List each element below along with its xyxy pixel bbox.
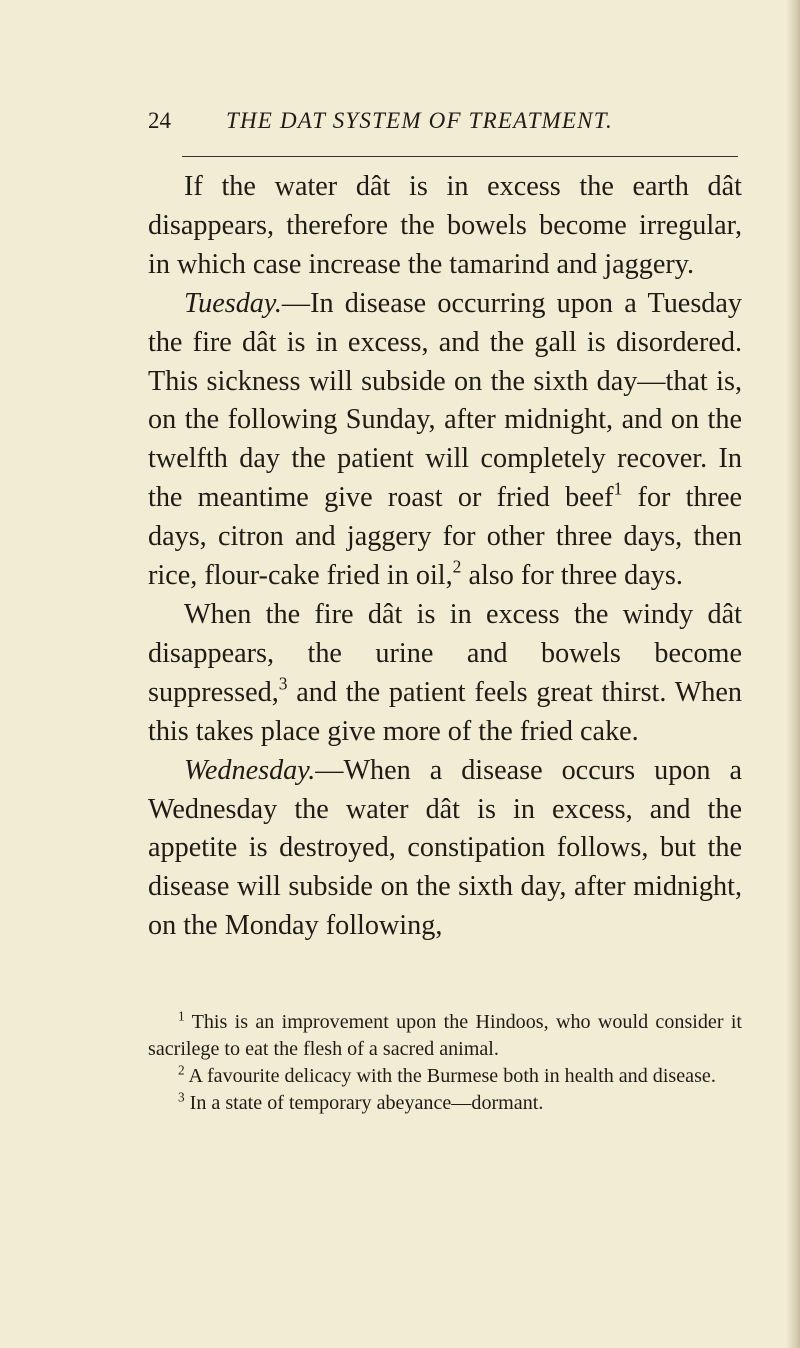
day-heading-tuesday: Tuesday. (184, 287, 282, 319)
footnote-marker: 3 (178, 1089, 185, 1105)
page-number: 24 (148, 108, 171, 133)
footnotes (148, 1009, 742, 1117)
footnote-marker: 1 (178, 1008, 185, 1024)
paragraph-tuesday (148, 285, 742, 596)
paragraph-text: —When a disease occurs upon a Wednesday the water dât is in excess, and the appetite is destroyed, constipation follows, but the disease will subside on the sixth day, after midnight, on the Monday following, (148, 754, 742, 942)
footnote-2 (148, 1063, 742, 1090)
page-header (148, 108, 728, 140)
footnote-ref-3[interactable]: 3 (278, 673, 288, 694)
page-edge-shadow (786, 0, 800, 1348)
day-heading-wednesday: Wednesday. (184, 754, 316, 786)
footnote-text: In a state of temporary abeyance—dormant. (189, 1092, 544, 1114)
header-rule (182, 156, 738, 157)
footnote-text: A favourite delicacy with the Burmese both in health and disease. (188, 1065, 716, 1087)
paragraph-text: —In disease occurring upon a Tuesday the fire dât is in excess, and the gall is disordered. This sickness will subside on the sixth day—that is, on the following Sunday, after midnight, and on the twelfth day the patient will completely recover. In the meantime give roast or fried beef (148, 287, 742, 514)
paragraph-text: When the fire dât is in excess the windy dât disappears, the urine and bowels become suppressed, (148, 598, 742, 708)
footnote-3 (148, 1090, 742, 1117)
footnote-ref-2[interactable]: 2 (452, 556, 462, 577)
running-title: THE DAT SYSTEM OF TREATMENT. (226, 108, 613, 133)
footnote-text: This is an improvement upon the Hindoos, who would consider it sacrilege to eat the flesh of a sacred animal. (148, 1011, 742, 1060)
body-text (148, 168, 742, 946)
paragraph-water-dat (148, 168, 742, 285)
paragraph-wednesday (148, 752, 742, 947)
paragraph-text-end: also for three days. (461, 560, 683, 592)
footnote-1 (148, 1009, 742, 1063)
paragraph-text: If the water dât is in excess the earth dât disappears, therefore the bowels become irregular, in which case increase the tamarind and jaggery. (148, 171, 742, 280)
paragraph-fire-dat (148, 596, 742, 752)
paragraph-text-continued: for three days, citron and jaggery for other three days, then rice, flour-cake fried in oil, (148, 482, 743, 592)
paragraph-text-continued: and the patient feels great thirst. When this takes place give more of the fried cake. (148, 676, 742, 747)
footnote-ref-1[interactable]: 1 (613, 478, 623, 499)
footnote-marker: 2 (178, 1062, 185, 1078)
